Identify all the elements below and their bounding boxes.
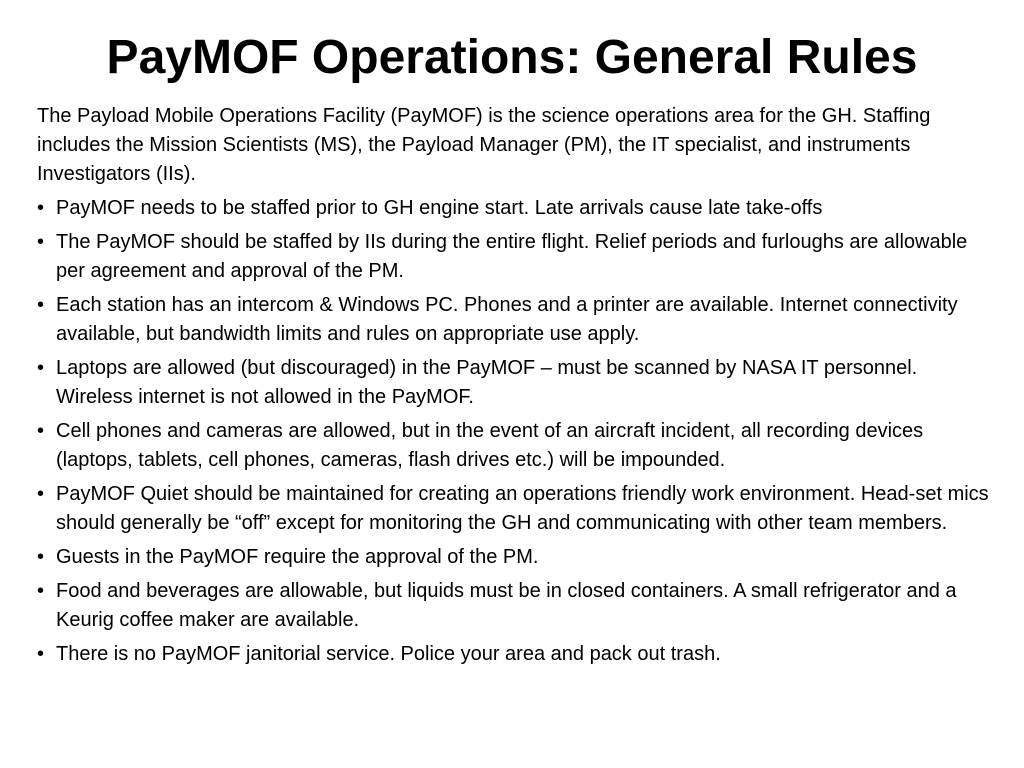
bullet-item bbox=[37, 577, 997, 635]
bullet-item bbox=[37, 543, 997, 572]
bullet-glyph: • bbox=[37, 357, 45, 379]
bullet-text: Cell phones and cameras are allowed, but in the event of an aircraft incident, all recording devices (laptops, tablets, cell phones, cameras, flash drives etc.) will be impounded. bbox=[56, 420, 924, 471]
bullet-item bbox=[37, 480, 997, 538]
bullet-item bbox=[37, 228, 997, 286]
bullet-glyph: • bbox=[37, 231, 45, 253]
bullet-item bbox=[37, 417, 997, 475]
slide-body bbox=[37, 102, 997, 674]
bullet-glyph: • bbox=[37, 483, 45, 505]
bullet-glyph: • bbox=[37, 580, 45, 602]
intro-paragraph: The Payload Mobile Operations Facility (PayMOF) is the science operations area for the GH. Staffing includes the Mission Scientists (MS), the Payload Manager (PM), the IT specialist, and instruments Investigators (IIs). bbox=[37, 105, 931, 185]
bullet-item bbox=[37, 194, 997, 223]
bullet-item bbox=[37, 291, 997, 349]
bullet-text: Each station has an intercom & Windows PC. Phones and a printer are available. Internet connectivity available, but bandwidth limits and rules on appropriate use apply. bbox=[56, 294, 958, 345]
bullet-list bbox=[37, 194, 997, 669]
bullet-text: PayMOF needs to be staffed prior to GH engine start. Late arrivals cause late take-offs bbox=[56, 197, 823, 219]
bullet-text: Guests in the PayMOF require the approval of the PM. bbox=[56, 546, 539, 568]
bullet-text: There is no PayMOF janitorial service. Police your area and pack out trash. bbox=[56, 643, 721, 665]
bullet-glyph: • bbox=[37, 420, 45, 442]
bullet-item bbox=[37, 354, 997, 412]
bullet-text: Laptops are allowed (but discouraged) in the PayMOF – must be scanned by NASA IT personnel. Wireless internet is not allowed in the PayMOF. bbox=[56, 357, 918, 408]
bullet-glyph: • bbox=[37, 643, 45, 665]
bullet-glyph: • bbox=[37, 197, 45, 219]
slide-title: PayMOF Operations: General Rules bbox=[106, 31, 918, 84]
bullet-glyph: • bbox=[37, 546, 45, 568]
bullet-item bbox=[37, 640, 997, 669]
bullet-text: PayMOF Quiet should be maintained for creating an operations friendly work environment. Head-set mics should generally be “off” except for monitoring the GH and communicating with other team members. bbox=[56, 483, 989, 534]
bullet-text: The PayMOF should be staffed by IIs during the entire flight. Relief periods and furloughs are allowable per agreement and approval of the PM. bbox=[56, 231, 968, 282]
bullet-glyph: • bbox=[37, 294, 45, 316]
bullet-text: Food and beverages are allowable, but liquids must be in closed containers. A small refrigerator and a Keurig coffee maker are available. bbox=[56, 580, 957, 631]
